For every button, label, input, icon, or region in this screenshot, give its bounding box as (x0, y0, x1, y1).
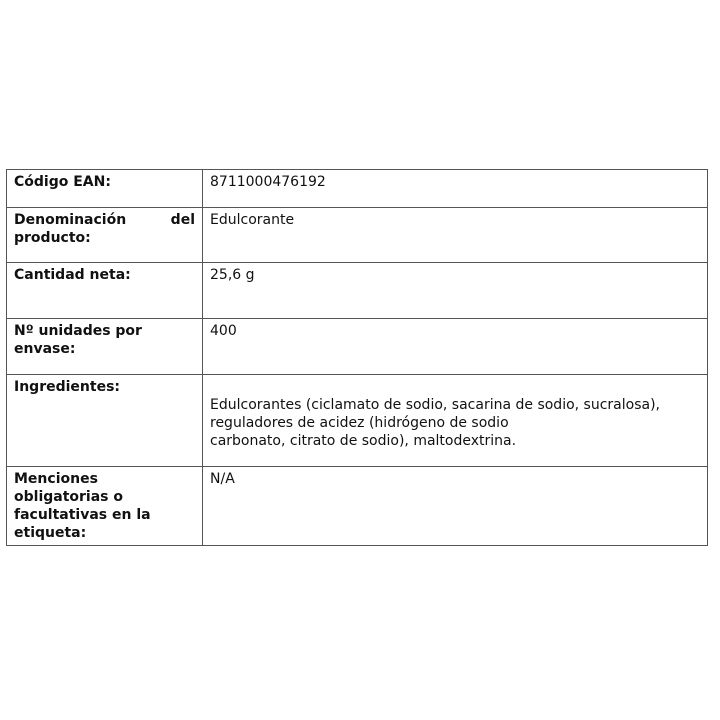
label-units-line1: Nº unidades por (14, 323, 142, 339)
label-denomination-word2: del (170, 212, 195, 228)
label-ean: Código EAN: (7, 170, 203, 208)
table-row-ingredients (7, 375, 708, 467)
label-denomination-word1: Denominación (14, 212, 127, 228)
table-row-units (7, 319, 708, 375)
label-net-quantity: Cantidad neta: (7, 263, 203, 319)
label-denomination-line2: producto: (14, 230, 91, 246)
label-mentions-line4: etiqueta: (14, 525, 87, 541)
label-mentions (7, 467, 203, 546)
table-row-net-quantity (7, 263, 708, 319)
label-ingredients: Ingredientes: (7, 375, 203, 467)
label-mentions-line3: facultativas en la (14, 507, 151, 523)
label-mentions-line1: Menciones (14, 471, 98, 487)
ingredients-text: Edulcorantes (ciclamato de sodio, sacarina de sodio, sucralosa), reguladores de acidez (hidrógeno de sodio carbonato, citrato de sodio), maltodextrina. (210, 397, 660, 449)
value-ingredients (203, 375, 708, 467)
table-row-denomination (7, 208, 708, 263)
value-mentions: N/A (203, 467, 708, 546)
value-denomination: Edulcorante (203, 208, 708, 263)
label-mentions-line2: obligatorias o (14, 489, 123, 505)
label-denomination (7, 208, 203, 263)
value-units: 400 (203, 319, 708, 375)
label-denomination-line1 (14, 211, 195, 229)
table-row-mentions (7, 467, 708, 546)
label-units-line2: envase: (14, 341, 76, 357)
product-spec-table (6, 169, 708, 546)
value-net-quantity: 25,6 g (203, 263, 708, 319)
table-row-ean (7, 170, 708, 208)
value-ean: 8711000476192 (203, 170, 708, 208)
label-units (7, 319, 203, 375)
